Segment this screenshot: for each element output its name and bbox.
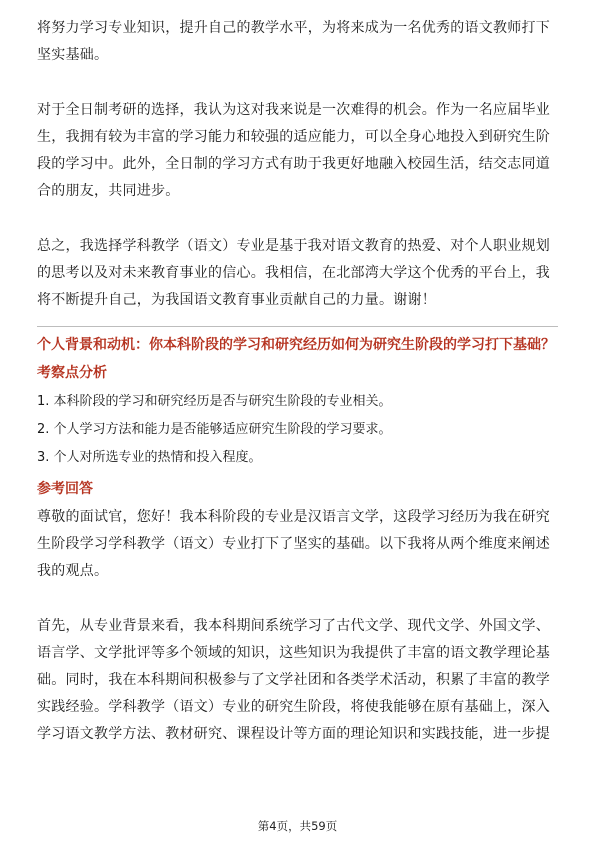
answer-label: 参考回答: [37, 481, 93, 497]
page-footer: 第4页，共59页: [257, 819, 338, 833]
analysis-point: 1. 本科阶段的学习和研究经历是否与研究生阶段的专业相关。: [37, 394, 392, 409]
answer-paragraph: 首先，从专业背景来看，我本科期间系统学习了古代文学、现代文学、外国文学、语言学、文学批评等多个领域的知识，这些知识为我提供了丰富的语文教学理论基础。同时，我在本科期间积极参与了文学社团和各类学术活动，积累了丰富的教学实践经验。学科教学（语文）专业的研究生阶段，将使我能够在原有基础上，深入学习语文教学方法、教材研究、课程设计等方面的理论知识和实践技能，进一步提: [37, 618, 550, 742]
paragraph: 对于全日制考研的选择，我认为这对我来说是一次难得的机会。作为一名应届毕业生，我拥有较为丰富的学习能力和较强的适应能力，可以全身心地投入到研究生阶段的学习中。此外，全日制的学习方式有助于我更好地融入校园生活，结交志同道合的朋友，共同进步。: [37, 102, 550, 199]
analysis-point: 3. 个人对所选专业的热情和投入程度。: [37, 450, 262, 465]
section-divider: [37, 326, 558, 327]
paragraph: 总之，我选择学科教学（语文）专业是基于我对语文教育的热爱、对个人职业规划的思考以及对未来教育事业的信心。我相信，在北部湾大学这个优秀的平台上，我将不断提升自己，为我国语文教育事业贡献自己的力量。谢谢！: [37, 238, 550, 308]
paragraph: 将努力学习专业知识，提升自己的教学水平，为将来成为一名优秀的语文教师打下坚实基础。: [37, 20, 550, 63]
answer-paragraph: 尊敬的面试官，您好！我本科阶段的专业是汉语言文学，这段学习经历为我在研究生阶段学习学科教学（语文）专业打下了坚实的基础。以下我将从两个维度来阐述我的观点。: [37, 509, 550, 579]
page-content: [37, 15, 558, 748]
analysis-label: 考察点分析: [37, 365, 107, 381]
question-title: 个人背景和动机：你本科阶段的学习和研究经历如何为研究生阶段的学习打下基础？: [37, 337, 555, 353]
analysis-point: 2. 个人学习方法和能力是否能够适应研究生阶段的学习要求。: [37, 422, 392, 437]
